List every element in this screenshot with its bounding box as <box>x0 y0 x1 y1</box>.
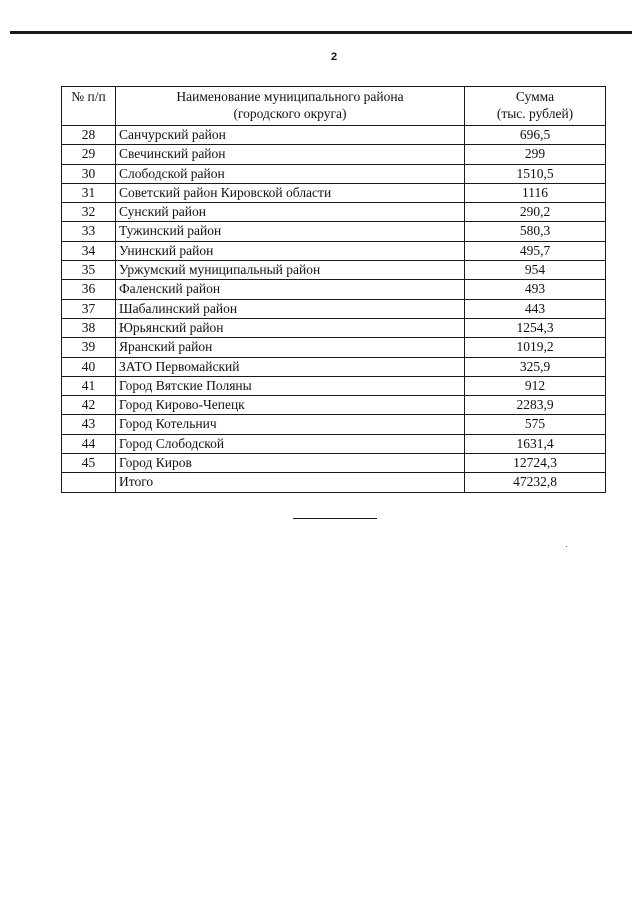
table-row <box>62 357 606 376</box>
table-row <box>62 183 606 202</box>
row-amount: 12724,3 <box>465 454 606 473</box>
column-header-name <box>116 87 465 126</box>
column-header-num <box>62 87 116 126</box>
scan-speck <box>566 546 567 547</box>
row-number: 30 <box>62 164 116 183</box>
row-district-name: Тужинский район <box>116 222 465 241</box>
row-district-name: Яранский район <box>116 338 465 357</box>
column-header-name-line2: (городского округа) <box>233 106 347 121</box>
row-district-name: Город Вятские Поляны <box>116 376 465 395</box>
row-amount: 290,2 <box>465 203 606 222</box>
row-amount: 443 <box>465 299 606 318</box>
row-amount: 493 <box>465 280 606 299</box>
row-number: 37 <box>62 299 116 318</box>
row-amount: 575 <box>465 415 606 434</box>
row-number: 38 <box>62 318 116 337</box>
row-number: 36 <box>62 280 116 299</box>
row-amount: 2283,9 <box>465 396 606 415</box>
row-amount: 299 <box>465 145 606 164</box>
column-header-num-label: № п/п <box>71 89 106 104</box>
row-number: 32 <box>62 203 116 222</box>
row-district-name: Советский район Кировской области <box>116 183 465 202</box>
table-row <box>62 145 606 164</box>
row-district-name: Санчурский район <box>116 126 465 145</box>
page-number: 2 <box>330 51 338 63</box>
table-row <box>62 318 606 337</box>
row-district-name: ЗАТО Первомайский <box>116 357 465 376</box>
row-number: 43 <box>62 415 116 434</box>
column-header-sum <box>465 87 606 126</box>
table-row <box>62 203 606 222</box>
table-row <box>62 280 606 299</box>
row-amount: 1254,3 <box>465 318 606 337</box>
row-district-name: Слободской район <box>116 164 465 183</box>
row-number: 40 <box>62 357 116 376</box>
row-number: 42 <box>62 396 116 415</box>
table-row <box>62 396 606 415</box>
row-district-name: Унинский район <box>116 241 465 260</box>
row-number: 31 <box>62 183 116 202</box>
total-number <box>62 473 116 492</box>
row-amount: 696,5 <box>465 126 606 145</box>
column-header-sum-line1: Сумма <box>515 89 555 104</box>
table-row <box>62 338 606 357</box>
row-amount: 580,3 <box>465 222 606 241</box>
row-district-name: Фаленский район <box>116 280 465 299</box>
table-row <box>62 415 606 434</box>
table-row <box>62 164 606 183</box>
header-rule <box>10 31 632 34</box>
row-amount: 1631,4 <box>465 434 606 453</box>
row-number: 33 <box>62 222 116 241</box>
row-number: 44 <box>62 434 116 453</box>
row-amount: 912 <box>465 376 606 395</box>
table-row <box>62 261 606 280</box>
row-number: 41 <box>62 376 116 395</box>
row-number: 45 <box>62 454 116 473</box>
column-header-sum-line2: (тыс. рублей) <box>496 106 574 121</box>
row-amount: 1510,5 <box>465 164 606 183</box>
row-amount: 1019,2 <box>465 338 606 357</box>
row-district-name: Сунский район <box>116 203 465 222</box>
table-row <box>62 454 606 473</box>
table-row <box>62 241 606 260</box>
row-amount: 954 <box>465 261 606 280</box>
table-row <box>62 222 606 241</box>
table-row <box>62 299 606 318</box>
total-label: Итого <box>116 473 465 492</box>
row-district-name: Шабалинский район <box>116 299 465 318</box>
column-header-name-line1: Наименование муниципального района <box>176 89 404 104</box>
allocation-table <box>61 86 606 493</box>
table-total-row <box>62 473 606 492</box>
table-header-row <box>62 87 606 126</box>
row-district-name: Город Слободской <box>116 434 465 453</box>
row-amount: 495,7 <box>465 241 606 260</box>
row-amount: 1116 <box>465 183 606 202</box>
row-district-name: Свечинский район <box>116 145 465 164</box>
total-amount: 47232,8 <box>465 473 606 492</box>
end-of-table-rule <box>293 518 377 519</box>
row-number: 34 <box>62 241 116 260</box>
row-district-name: Город Киров <box>116 454 465 473</box>
row-amount: 325,9 <box>465 357 606 376</box>
table-row <box>62 376 606 395</box>
row-number: 28 <box>62 126 116 145</box>
row-district-name: Город Кирово-Чепецк <box>116 396 465 415</box>
table-body <box>62 126 606 493</box>
row-district-name: Город Котельнич <box>116 415 465 434</box>
table-row <box>62 434 606 453</box>
row-number: 29 <box>62 145 116 164</box>
row-number: 39 <box>62 338 116 357</box>
row-number: 35 <box>62 261 116 280</box>
row-district-name: Уржумский муниципальный район <box>116 261 465 280</box>
table-row <box>62 126 606 145</box>
row-district-name: Юрьянский район <box>116 318 465 337</box>
